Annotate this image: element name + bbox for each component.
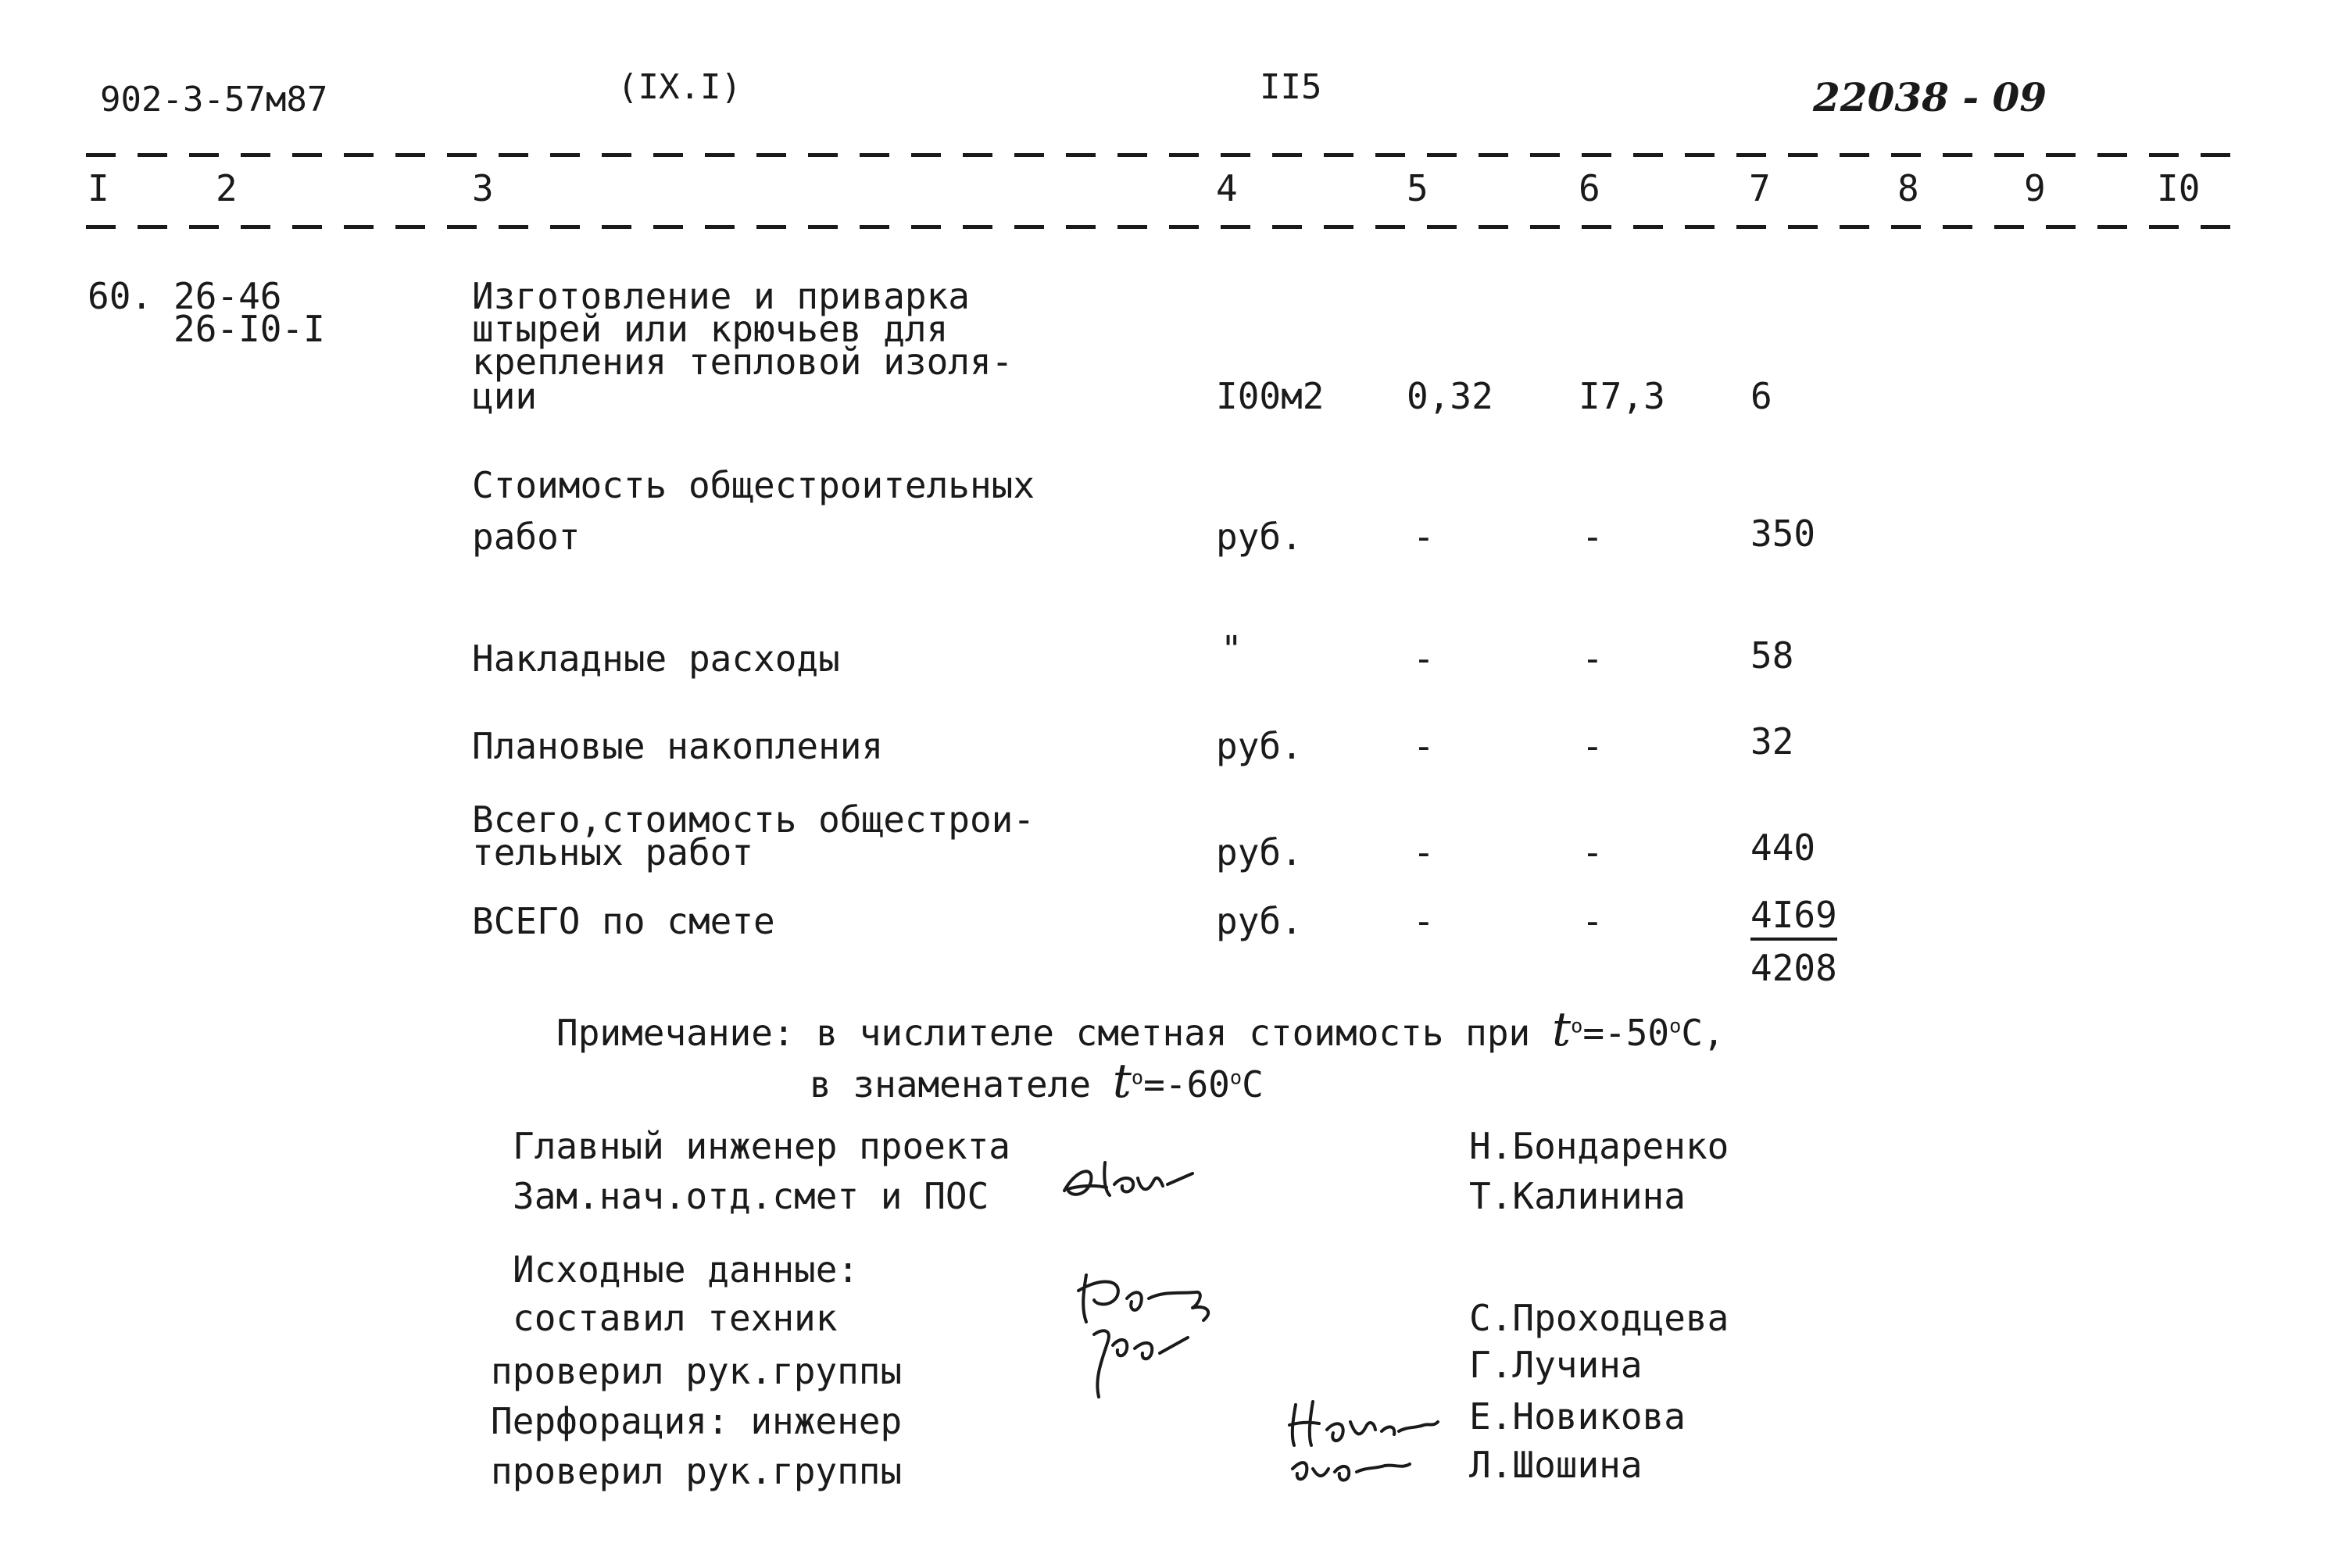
signature-mark-perforation bbox=[1285, 1391, 1464, 1492]
note-prefix: Примечание: в числителе сметная стоимость при bbox=[556, 1012, 1531, 1054]
summary-gen-works-line-2: работ bbox=[472, 516, 581, 558]
sign-role-source-data: Исходные данные: bbox=[513, 1248, 860, 1291]
sign-role-checked-by-1: проверил рук.группы bbox=[491, 1350, 903, 1392]
sign-name-compiled-by: С.Проходцева bbox=[1469, 1297, 1729, 1339]
signature-mark-compiler bbox=[1063, 1259, 1250, 1416]
col-8: 8 bbox=[1897, 167, 1919, 209]
sign-role-perforation: Перфорация: инженер bbox=[491, 1400, 903, 1442]
summary-overhead-label: Накладные расходы bbox=[472, 638, 840, 680]
summary-total-gen-col7: 440 bbox=[1750, 827, 1816, 869]
sign-role-chief-engineer: Главный инженер проекта bbox=[513, 1125, 1010, 1167]
summary-gen-works-col7: 350 bbox=[1750, 513, 1816, 555]
summary-overhead-col6: - bbox=[1582, 638, 1604, 680]
col-1: I bbox=[88, 167, 109, 209]
entry-code-1: 26-46 bbox=[173, 275, 282, 317]
summary-total-gen-col5: - bbox=[1413, 831, 1435, 873]
col-9: 9 bbox=[2024, 167, 2046, 209]
summary-savings-unit: руб. bbox=[1216, 725, 1303, 767]
section-code: (IX.I) bbox=[617, 67, 742, 107]
entry-col6: I7,3 bbox=[1579, 375, 1665, 417]
col-7: 7 bbox=[1749, 167, 1771, 209]
note-t-symbol-2: t bbox=[1112, 1054, 1132, 1109]
sign-role-compiled-by: составил техник bbox=[513, 1297, 838, 1339]
note-t-degree-1: o bbox=[1571, 1014, 1583, 1038]
sign-name-perforation: Е.Новикова bbox=[1469, 1395, 1686, 1438]
summary-gen-works-col6: - bbox=[1582, 516, 1604, 558]
summary-total-gen-line-2: тельных работ bbox=[472, 831, 754, 873]
summary-grand-total-col6: - bbox=[1582, 900, 1604, 942]
entry-number: 60. bbox=[88, 275, 153, 317]
summary-total-gen-col6: - bbox=[1582, 831, 1604, 873]
summary-grand-total-numerator: 4I69 bbox=[1750, 897, 1837, 941]
col-4: 4 bbox=[1216, 167, 1238, 209]
col-5: 5 bbox=[1407, 167, 1429, 209]
note-unit-2: C bbox=[1242, 1063, 1264, 1105]
summary-overhead-col5: - bbox=[1413, 638, 1435, 680]
header-top-rule bbox=[86, 153, 2243, 157]
entry-code-2: 26-I0-I bbox=[173, 308, 325, 350]
col-10: I0 bbox=[2157, 167, 2201, 209]
sign-name-chief-engineer: Н.Бондаренко bbox=[1469, 1125, 1729, 1167]
note-t-degree-2: o bbox=[1131, 1066, 1144, 1089]
summary-savings-col7: 32 bbox=[1750, 720, 1794, 763]
entry-description-line-3: крепления тепловой изоля- bbox=[472, 341, 1014, 383]
stamp-number: 22038 - 09 bbox=[1813, 74, 2047, 120]
sign-name-deputy-head: Т.Калинина bbox=[1469, 1175, 1686, 1217]
entry-col7: 6 bbox=[1750, 375, 1772, 417]
summary-savings-col6: - bbox=[1582, 725, 1604, 767]
note-value-1: =-50 bbox=[1582, 1012, 1670, 1054]
summary-grand-total-col5: - bbox=[1413, 900, 1435, 942]
summary-savings-label: Плановые накопления bbox=[472, 725, 884, 767]
summary-total-gen-unit: руб. bbox=[1216, 831, 1303, 873]
summary-gen-works-col5: - bbox=[1413, 516, 1435, 558]
doc-code: 902-3-57м87 bbox=[100, 80, 328, 120]
header-bottom-rule bbox=[86, 225, 2243, 229]
summary-gen-works-unit: руб. bbox=[1216, 516, 1303, 558]
note-line2-prefix: в знаменателе bbox=[810, 1063, 1092, 1105]
summary-overhead-col7: 58 bbox=[1750, 634, 1794, 677]
entry-unit: I00м2 bbox=[1216, 375, 1325, 417]
sign-name-checked-by-2: Л.Шошина bbox=[1469, 1444, 1643, 1486]
note-value-2: =-60 bbox=[1143, 1063, 1230, 1105]
note-unit-degree-1: o bbox=[1669, 1014, 1682, 1038]
col-6: 6 bbox=[1579, 167, 1600, 209]
summary-gen-works-line-1: Стоимость общестроительных bbox=[472, 464, 1035, 506]
col-2: 2 bbox=[216, 167, 238, 209]
summary-savings-col5: - bbox=[1413, 725, 1435, 767]
signature-mark-chief bbox=[1060, 1147, 1216, 1209]
sign-name-checked-by-1: Г.Лучина bbox=[1469, 1344, 1643, 1386]
sign-role-deputy-head: Зам.нач.отд.смет и ПОС bbox=[513, 1175, 989, 1217]
note-line-1 bbox=[556, 1002, 1725, 1057]
summary-grand-total-denominator: 4208 bbox=[1750, 947, 1837, 989]
page-number: II5 bbox=[1260, 67, 1322, 107]
note-line-2 bbox=[810, 1054, 1264, 1109]
summary-grand-total-label: ВСЕГО по смете bbox=[472, 900, 775, 942]
entry-description-line-2: штырей или крючьев для bbox=[472, 308, 949, 350]
summary-total-gen-line-1: Всего,стоимость общестрои- bbox=[472, 798, 1035, 841]
entry-description-line-4: ции bbox=[472, 375, 538, 417]
col-3: 3 bbox=[472, 167, 494, 209]
note-unit-degree-2: o bbox=[1229, 1066, 1243, 1089]
summary-grand-total-unit: руб. bbox=[1216, 900, 1303, 942]
note-unit-1: C, bbox=[1681, 1012, 1725, 1054]
sign-role-checked-by-2: проверил рук.группы bbox=[491, 1450, 903, 1492]
note-t-symbol-1: t bbox=[1551, 1002, 1572, 1057]
summary-overhead-unit: " bbox=[1221, 628, 1243, 670]
entry-description-line-1: Изготовление и приварка bbox=[472, 275, 970, 317]
entry-col5: 0,32 bbox=[1407, 375, 1493, 417]
